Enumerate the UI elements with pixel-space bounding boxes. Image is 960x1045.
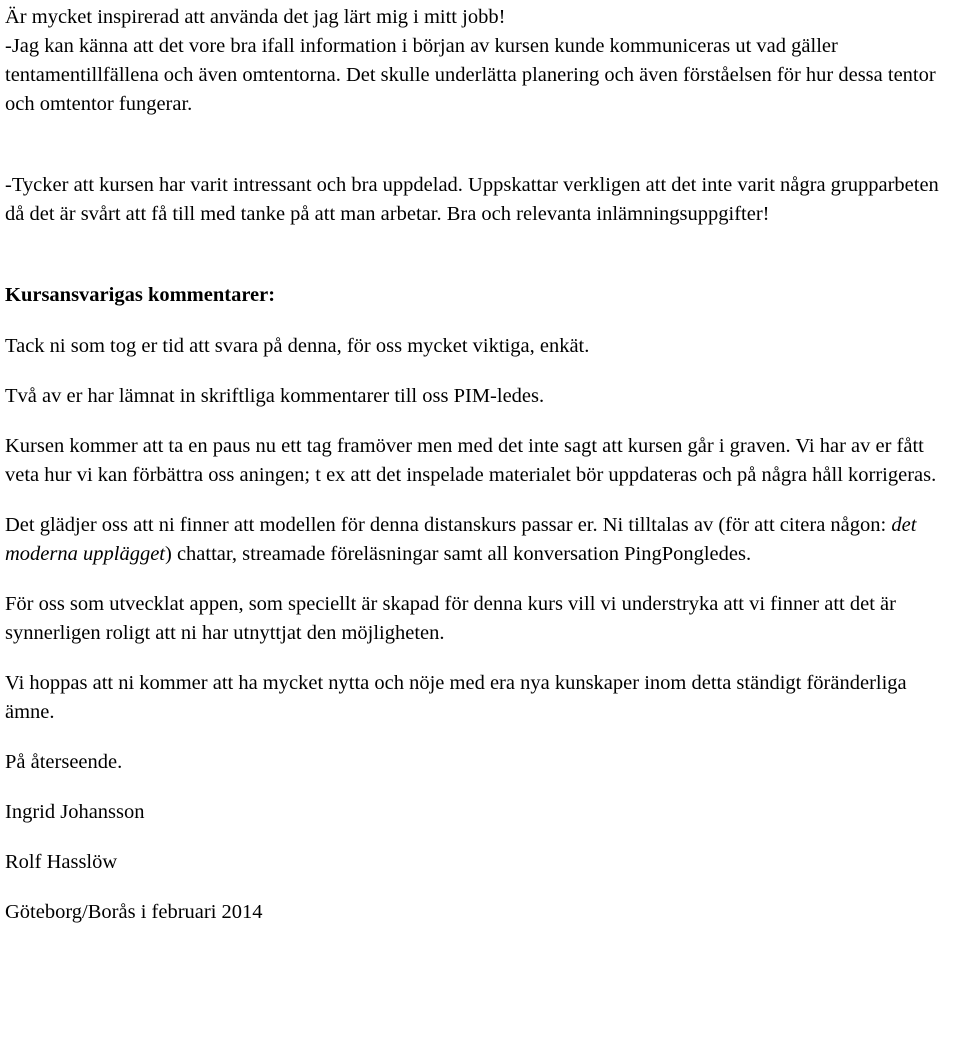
model-quote: det moderna upplägget: [5, 514, 917, 565]
student-comment-1: [5, 3, 957, 119]
signatory-1: Ingrid Johansson: [5, 801, 145, 823]
comment-1-line-1: Är mycket inspirerad att använda det jag lärt mig i mitt jobb!: [5, 6, 506, 28]
place-and-date: Göteborg/Borås i februari 2014: [5, 901, 263, 923]
hope-paragraph: Vi hoppas att ni kommer att ha mycket nytta och nöje med era nya kunskaper inom detta ständigt föränderliga ämne.: [5, 672, 907, 723]
model-text-after: ) chattar, streamade föreläsningar samt all konversation PingPongledes.: [165, 543, 752, 565]
signatory-2: Rolf Hasslöw: [5, 851, 118, 873]
student-comment-2: -Tycker att kursen har varit intressant och bra uppdelad. Uppskattar verkligen att det inte varit några grupparbeten då det är svårt att få till med tanke på att man arbetar. Bra och relevanta inlämningsuppgifter!: [5, 174, 939, 225]
written-comments-paragraph: Två av er har lämnat in skriftliga kommentarer till oss PIM-ledes.: [5, 385, 545, 407]
app-paragraph: För oss som utvecklat appen, som speciellt är skapad för denna kurs vill vi understryka att vi finner att det är synnerligen roligt att ni har utnyttjat den möjligheten.: [5, 593, 896, 644]
thanks-paragraph: Tack ni som tog er tid att svara på denna, för oss mycket viktiga, enkät.: [5, 335, 590, 357]
model-text-before: Det glädjer oss att ni finner att modellen för denna distanskurs passar er. Ni tilltalas av (för att citera någon:: [5, 514, 892, 536]
section-heading: Kursansvarigas kommentarer:: [5, 284, 276, 306]
comment-1-line-2: -Jag kan känna att det vore bra ifall information i början av kursen kunde kommuniceras ut vad gäller tentamentillfällena och även omtentorna. Det skulle underlätta planering och även förståelsen för hur dessa tentor och omtentor fungerar.: [5, 35, 936, 115]
course-pause-paragraph: Kursen kommer att ta en paus nu ett tag framöver men med det inte sagt att kursen går i graven. Vi har av er fått veta hur vi kan förbättra oss aningen; t ex att det inspelade materialet bör uppdateras och på några håll korrigeras.: [5, 435, 937, 486]
document-page: [5, 0, 957, 927]
course-model-paragraph: [5, 511, 957, 569]
farewell: På återseende.: [5, 751, 123, 773]
